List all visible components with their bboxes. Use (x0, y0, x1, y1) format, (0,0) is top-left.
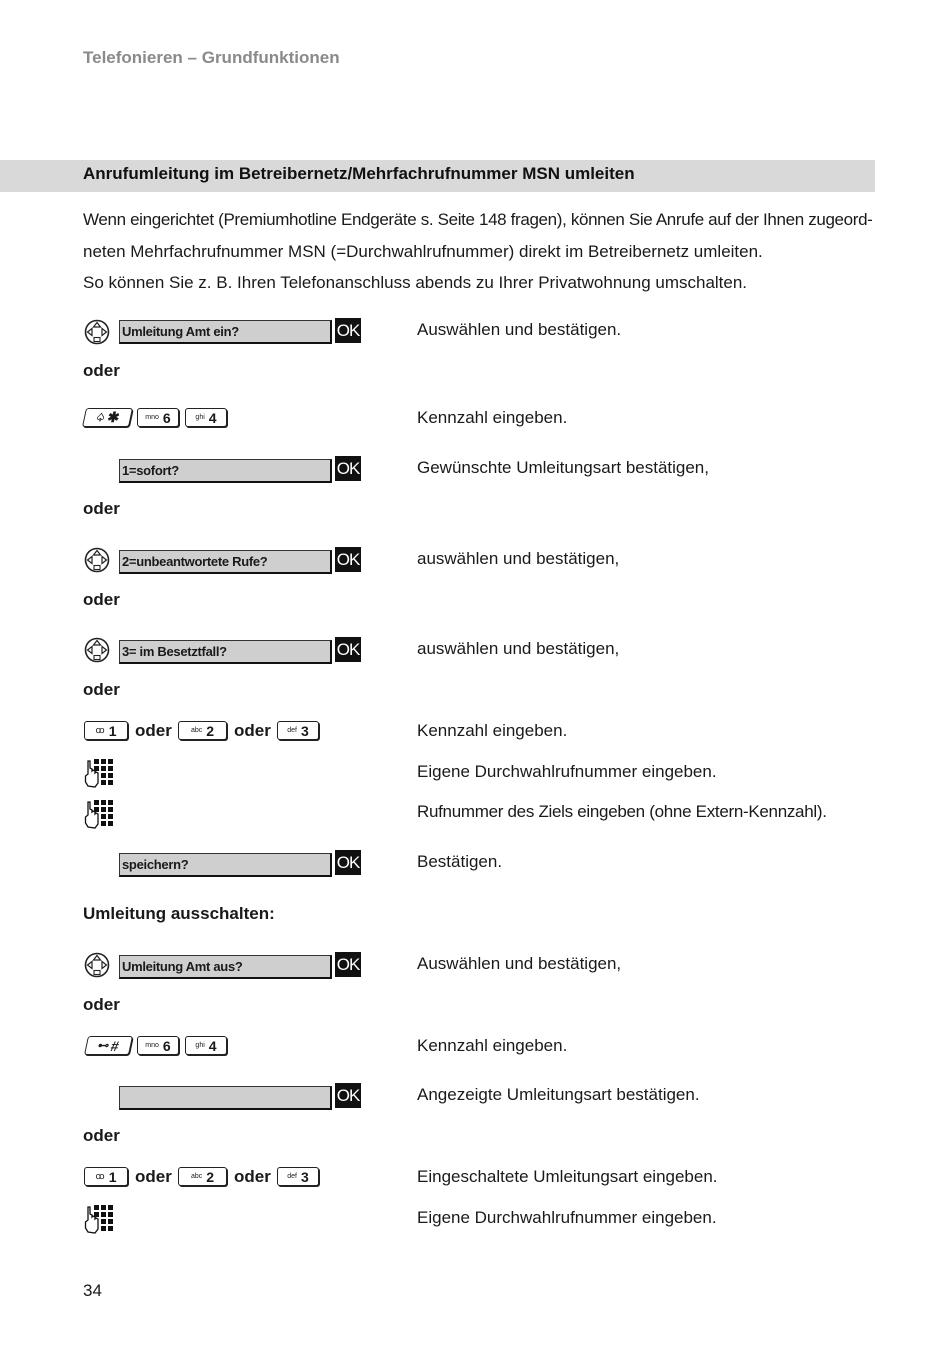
navigator-key-icon (84, 952, 110, 978)
step-text: Bestätigen. (417, 852, 503, 871)
key-3-icon (277, 1167, 319, 1186)
key-6-label: 6 (162, 1037, 171, 1054)
navigator-key-icon (84, 547, 110, 573)
or-label: oder (234, 1167, 271, 1186)
or-label: oder (83, 499, 120, 518)
step-text: Eingeschaltete Umleitungsart eingeben. (417, 1167, 718, 1186)
keypad-hand-icon (84, 799, 114, 829)
key-1-sub: ꝏ (95, 725, 105, 735)
key-6-icon (137, 408, 179, 427)
step-text: Kennzahl eingeben. (417, 1036, 568, 1055)
display-umleitung-amt-ein: Umleitung Amt ein? (119, 320, 332, 344)
running-head: Telefonieren – Grundfunktionen (83, 48, 340, 67)
intro-line-1: Wenn eingerichtet (Premiumhotline Endgeräte s. Seite 148 fragen), können Sie Anrufe auf der Ihnen zugeord- (83, 210, 873, 229)
star-key-icon (82, 408, 133, 427)
key-4-icon (185, 408, 227, 427)
key-3-sub: def (287, 727, 297, 734)
key-4-sub: ghi (195, 414, 205, 421)
hash-key-symbol: ⊷ (96, 1040, 111, 1052)
or-label: oder (135, 721, 172, 740)
key-1-icon (84, 1167, 128, 1186)
key-2-icon (178, 1167, 227, 1186)
or-label: oder (135, 1167, 172, 1186)
intro-line-2: neten Mehrfachrufnummer MSN (=Durchwahlrufnummer) direkt im Betreibernetz umleiten. (83, 241, 763, 261)
key-4-label: 4 (208, 409, 217, 426)
hash-key-icon (84, 1036, 133, 1055)
star-key-label: ✱ (105, 409, 122, 425)
display-sofort: 1=sofort? (119, 459, 332, 483)
display-empty (119, 1086, 332, 1110)
key-2-icon (178, 721, 227, 740)
ok-key: OK (335, 952, 361, 977)
or-label: oder (234, 721, 271, 740)
key-2-sub: abc (190, 1173, 203, 1180)
page-number: 34 (83, 1281, 102, 1300)
display-umleitung-amt-aus: Umleitung Amt aus? (119, 955, 332, 979)
key-6-sub: mno (145, 414, 159, 421)
key-1-icon (84, 721, 128, 740)
step-text: Kennzahl eingeben. (417, 408, 568, 427)
navigator-key-icon (84, 319, 110, 345)
key-2-label: 2 (206, 722, 215, 739)
intro-paragraph (83, 204, 883, 299)
step-text: Gewünschte Umleitungsart bestätigen, (417, 458, 709, 477)
subheading-umleitung-ausschalten: Umleitung ausschalten: (83, 904, 275, 923)
or-label: oder (83, 590, 120, 609)
step-text: auswählen und bestätigen, (417, 639, 620, 658)
key-2-sub: abc (190, 727, 203, 734)
display-speichern: speichern? (119, 853, 332, 877)
or-label: oder (83, 1126, 120, 1145)
step-text: Rufnummer des Ziels eingeben (ohne Extern-Kennzahl). (417, 802, 827, 821)
step-text: Auswählen und bestätigen. (417, 320, 622, 339)
step-text: Eigene Durchwahlrufnummer eingeben. (417, 762, 717, 781)
key-3-icon (277, 721, 319, 740)
key-4-icon (185, 1036, 227, 1055)
keypad-hand-icon (84, 1204, 114, 1234)
key-1-sub: ꝏ (95, 1171, 105, 1181)
display-besetztfall: 3= im Besetztfall? (119, 640, 332, 664)
step-text: Auswählen und bestätigen, (417, 954, 622, 973)
key-4-label: 4 (208, 1037, 217, 1054)
key-1-label: 1 (108, 722, 117, 739)
step-text: Eigene Durchwahlrufnummer eingeben. (417, 1208, 717, 1227)
hash-key-label: # (109, 1037, 121, 1054)
ok-key: OK (335, 456, 361, 481)
step-text: Angezeigte Umleitungsart bestätigen. (417, 1085, 700, 1104)
or-label: oder (83, 680, 120, 699)
ok-key: OK (335, 850, 361, 875)
key-3-sub: def (287, 1173, 297, 1180)
keypad-hand-icon (84, 758, 114, 788)
star-key-symbol: ♤ (94, 412, 107, 424)
step-text: auswählen und bestätigen, (417, 549, 620, 568)
or-label: oder (83, 995, 120, 1014)
ok-key: OK (335, 1083, 361, 1108)
step-text: Kennzahl eingeben. (417, 721, 568, 740)
key-1-label: 1 (108, 1168, 117, 1185)
key-6-label: 6 (162, 409, 171, 426)
key-3-label: 3 (300, 1168, 309, 1185)
ok-key: OK (335, 637, 361, 662)
key-3-label: 3 (300, 722, 309, 739)
display-unbeantwortete-rufe: 2=unbeantwortete Rufe? (119, 550, 332, 574)
intro-line-3: So können Sie z. B. Ihren Telefonanschluss abends zu Ihrer Privatwohnung umschalten. (83, 273, 748, 292)
navigator-key-icon (84, 637, 110, 663)
section-title: Anrufumleitung im Betreibernetz/Mehrfachrufnummer MSN umleiten (83, 164, 635, 183)
ok-key: OK (335, 547, 361, 572)
key-2-label: 2 (206, 1168, 215, 1185)
or-label: oder (83, 361, 120, 380)
key-4-sub: ghi (195, 1042, 205, 1049)
key-6-sub: mno (145, 1042, 159, 1049)
ok-key: OK (335, 318, 361, 343)
key-6-icon (137, 1036, 179, 1055)
